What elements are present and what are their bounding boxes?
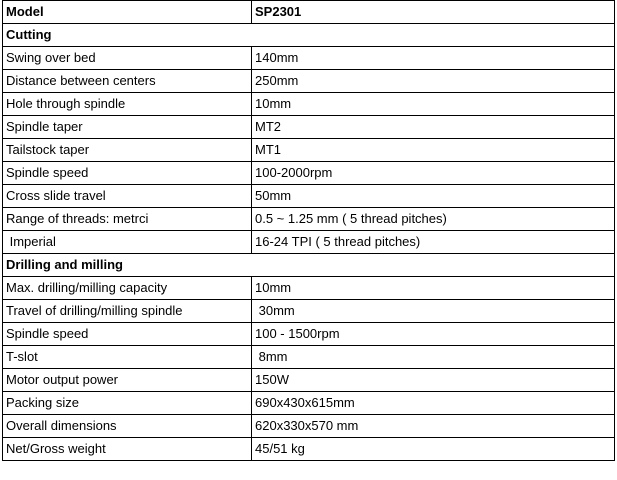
table-row: [3, 438, 615, 461]
table-row: [3, 277, 615, 300]
table-row: [3, 323, 615, 346]
table-row: [3, 162, 615, 185]
model-label: Model: [3, 1, 252, 24]
spec-label: T-slot: [3, 346, 252, 369]
spec-label: Distance between centers: [3, 70, 252, 93]
table-row: [3, 139, 615, 162]
spec-label: Tailstock taper: [3, 139, 252, 162]
spec-value: 8mm: [252, 346, 615, 369]
spec-label: Motor output power: [3, 369, 252, 392]
spec-label: Spindle speed: [3, 323, 252, 346]
spec-label: Cross slide travel: [3, 185, 252, 208]
table-row: [3, 116, 615, 139]
table-row: [3, 70, 615, 93]
spec-value: 0.5 ~ 1.25 mm ( 5 thread pitches): [252, 208, 615, 231]
spec-value: 140mm: [252, 47, 615, 70]
table-row: [3, 346, 615, 369]
spec-label: Max. drilling/milling capacity: [3, 277, 252, 300]
section-header-cutting: [3, 24, 615, 47]
spec-label: Swing over bed: [3, 47, 252, 70]
spec-value: MT2: [252, 116, 615, 139]
spec-label: Imperial: [3, 231, 252, 254]
section-title-drilling-milling: Drilling and milling: [3, 254, 615, 277]
spec-value: 16-24 TPI ( 5 thread pitches): [252, 231, 615, 254]
table-row: [3, 415, 615, 438]
table-row: [3, 300, 615, 323]
table-row: [3, 93, 615, 116]
spec-value: 45/51 kg: [252, 438, 615, 461]
model-value: SP2301: [252, 1, 615, 24]
spec-value: 250mm: [252, 70, 615, 93]
spec-label: Overall dimensions: [3, 415, 252, 438]
spec-label: Range of threads: metrci: [3, 208, 252, 231]
spec-label: Spindle speed: [3, 162, 252, 185]
spec-label: Hole through spindle: [3, 93, 252, 116]
table-row: [3, 392, 615, 415]
spec-value: 10mm: [252, 93, 615, 116]
table-row: [3, 47, 615, 70]
spec-value: MT1: [252, 139, 615, 162]
table-row: [3, 231, 615, 254]
table-row-model: [3, 1, 615, 24]
table-row: [3, 369, 615, 392]
section-title-cutting: Cutting: [3, 24, 615, 47]
spec-value: 620x330x570 mm: [252, 415, 615, 438]
spec-value: 100 - 1500rpm: [252, 323, 615, 346]
spec-value: 690x430x615mm: [252, 392, 615, 415]
spec-label: Spindle taper: [3, 116, 252, 139]
table-row: [3, 185, 615, 208]
spec-value: 150W: [252, 369, 615, 392]
section-header-drilling-milling: [3, 254, 615, 277]
spec-value: 100-2000rpm: [252, 162, 615, 185]
spec-value: 10mm: [252, 277, 615, 300]
spec-table: [2, 0, 615, 461]
spec-value: 50mm: [252, 185, 615, 208]
table-row: [3, 208, 615, 231]
spec-label: Packing size: [3, 392, 252, 415]
spec-label: Travel of drilling/milling spindle: [3, 300, 252, 323]
spec-label: Net/Gross weight: [3, 438, 252, 461]
spec-value: 30mm: [252, 300, 615, 323]
